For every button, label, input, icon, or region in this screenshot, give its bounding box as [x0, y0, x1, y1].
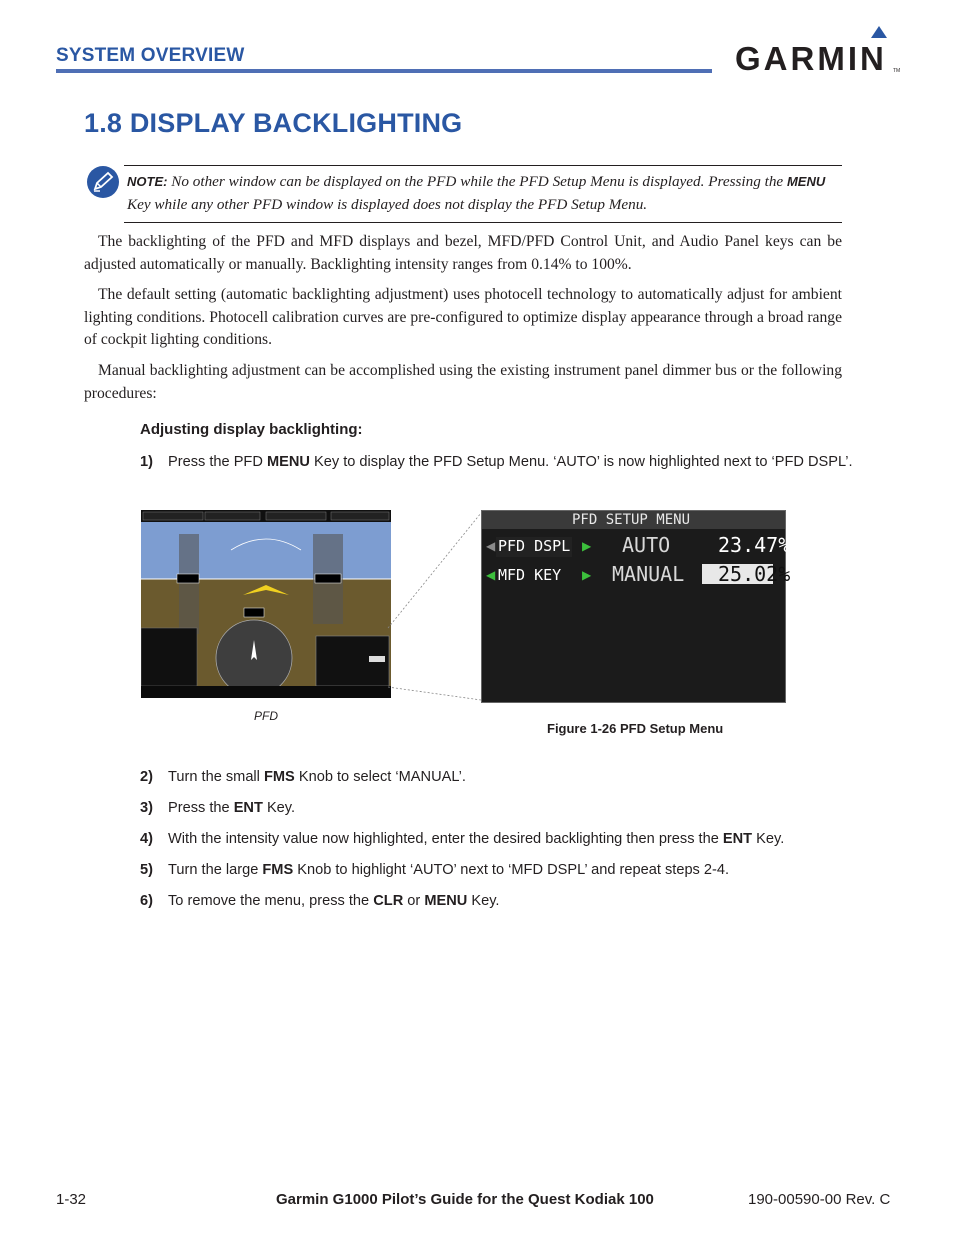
menu-row-mode: MANUAL: [612, 562, 685, 586]
procedure-heading: Adjusting display backlighting:: [140, 421, 363, 438]
svg-text:TM: TM: [893, 68, 901, 74]
footer-page-number: 1-32: [56, 1191, 87, 1208]
menu-title: PFD SETUP MENU: [572, 512, 691, 528]
paragraph: The default setting (automatic backlighting adjustment) uses photocell technology to automatically adjust for ambient lighting conditions. Photocell calibration curves are pre-configured to optimize display appearance through a broad range of cockpit lighting conditions.: [84, 286, 842, 348]
pfd-setup-menu: [481, 510, 791, 703]
procedure-step: 2) Turn the small FMS Knob to select ‘MANUAL’.: [140, 769, 466, 785]
note-rule-top: [124, 165, 842, 166]
right-arrow-icon: ▶: [582, 568, 592, 582]
procedure-step: 4) With the intensity value now highlighted, enter the desired backlighting then press the ENT Key.: [140, 831, 785, 847]
left-arrow-icon: ◀: [486, 539, 496, 553]
note-key: MENU: [786, 174, 826, 189]
pfd-screenshot: [141, 510, 391, 698]
note-body-2: Key while any other PFD window is displayed does not display the PFD Setup Menu.: [127, 195, 648, 213]
note-pencil-icon: [86, 165, 120, 199]
right-arrow-icon: ▶: [582, 539, 592, 553]
pfd-caption: PFD: [254, 709, 278, 723]
page-title: 1.8 DISPLAY BACKLIGHTING: [84, 108, 463, 138]
procedure-step: 1) Press the PFD MENU Key to display the PFD Setup Menu. ‘AUTO’ is now highlighted next to ‘PFD DSPL’.: [140, 454, 853, 470]
procedure-step: 3) Press the ENT Key.: [140, 800, 296, 816]
zoom-guide-lines: [385, 505, 485, 705]
footer-title: Garmin G1000 Pilot’s Guide for the Quest Kodiak 100: [276, 1191, 654, 1208]
section-header: SYSTEM OVERVIEW: [56, 45, 245, 66]
left-arrow-icon: ◀: [486, 568, 496, 582]
paragraph: The backlighting of the PFD and MFD displays and bezel, MFD/PFD Control Unit, and Audio Panel keys can be adjusted automatically or manually. Backlighting intensity ranges from 0.14% to 100%.: [84, 233, 842, 273]
note-label: NOTE:: [127, 174, 168, 189]
paragraph: Manual backlighting adjustment can be accomplished using the existing instrument panel dimmer bus or the following procedures:: [84, 362, 842, 402]
menu-row-value: 23.47%: [718, 533, 791, 557]
note-body-1: No other window can be displayed on the PFD while the PFD Setup Menu is displayed. Pressing the: [167, 173, 787, 190]
menu-row-label: PFD DSPL: [498, 537, 571, 555]
garmin-logo: [733, 26, 903, 76]
procedure-step: 5) Turn the large FMS Knob to highlight ‘AUTO’ next to ‘MFD DSPL’ and repeat steps 2-4.: [140, 862, 730, 878]
header-rule: [56, 69, 712, 73]
procedure-step: 6) To remove the menu, press the CLR or MENU Key.: [140, 893, 500, 909]
menu-row-mode: AUTO: [622, 533, 671, 557]
menu-row-label: MFD KEY: [498, 566, 562, 584]
svg-text:GARMIN: GARMIN: [735, 40, 887, 76]
note-text: [127, 171, 847, 216]
menu-row-value-highlighted: 25.02%: [718, 562, 791, 586]
figure-caption: Figure 1-26 PFD Setup Menu: [547, 721, 724, 736]
note-rule-bottom: [124, 222, 842, 223]
footer-document-number: 190-00590-00 Rev. C: [748, 1191, 891, 1208]
